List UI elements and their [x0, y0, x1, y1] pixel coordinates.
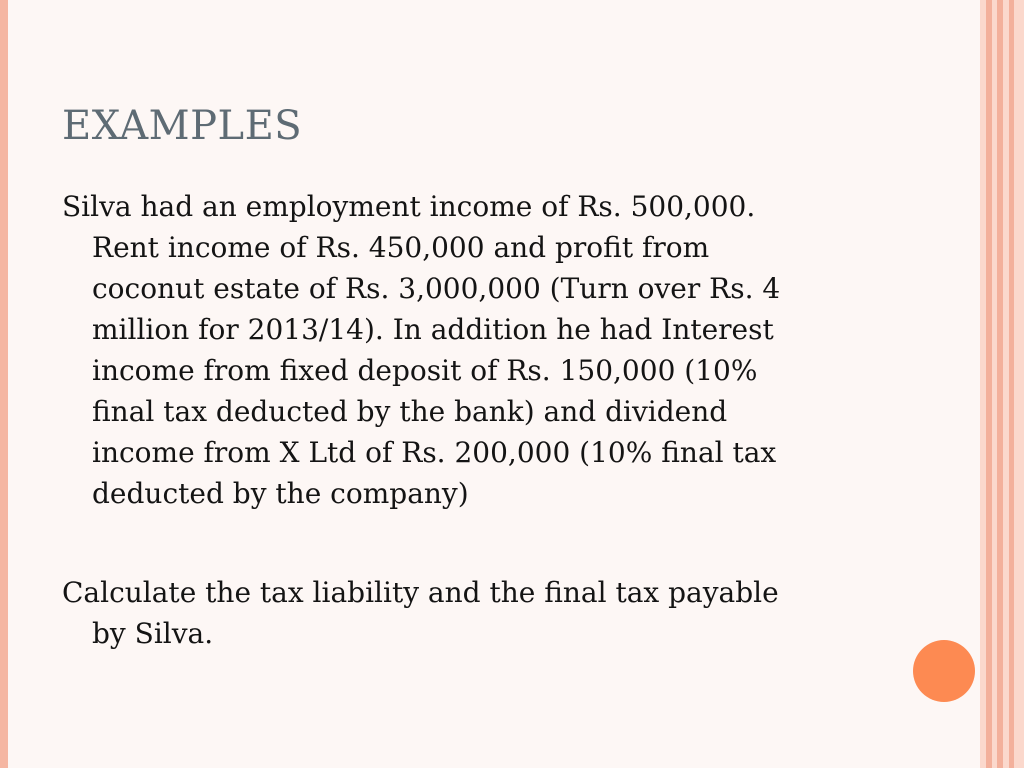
- paragraph-line: Silva had an employment income of Rs. 500,000.: [62, 190, 756, 223]
- slide-title: EXAMPLES: [62, 103, 303, 149]
- paragraph-line: by Silva.: [92, 617, 214, 650]
- paragraph-line: Calculate the tax liability and the final tax payable: [62, 576, 779, 609]
- decorative-orange-circle: [913, 640, 975, 702]
- paragraph-line: Rent income of Rs. 450,000 and profit from: [92, 231, 710, 264]
- paragraph-line: income from X Ltd of Rs. 200,000 (10% final tax: [92, 436, 777, 469]
- question-paragraph: [62, 572, 892, 654]
- paragraph-line: coconut estate of Rs. 3,000,000 (Turn over Rs. 4: [92, 272, 781, 305]
- left-border-stripe: [0, 0, 8, 768]
- paragraph-line: final tax deducted by the bank) and dividend: [92, 395, 728, 428]
- right-border-stripe: [1014, 0, 1024, 768]
- paragraph-line: deducted by the company): [92, 477, 469, 510]
- paragraph-line: income from fixed deposit of Rs. 150,000 (10%: [92, 354, 758, 387]
- example-paragraph: [62, 186, 892, 514]
- paragraph-line: million for 2013/14). In addition he had Interest: [92, 313, 774, 346]
